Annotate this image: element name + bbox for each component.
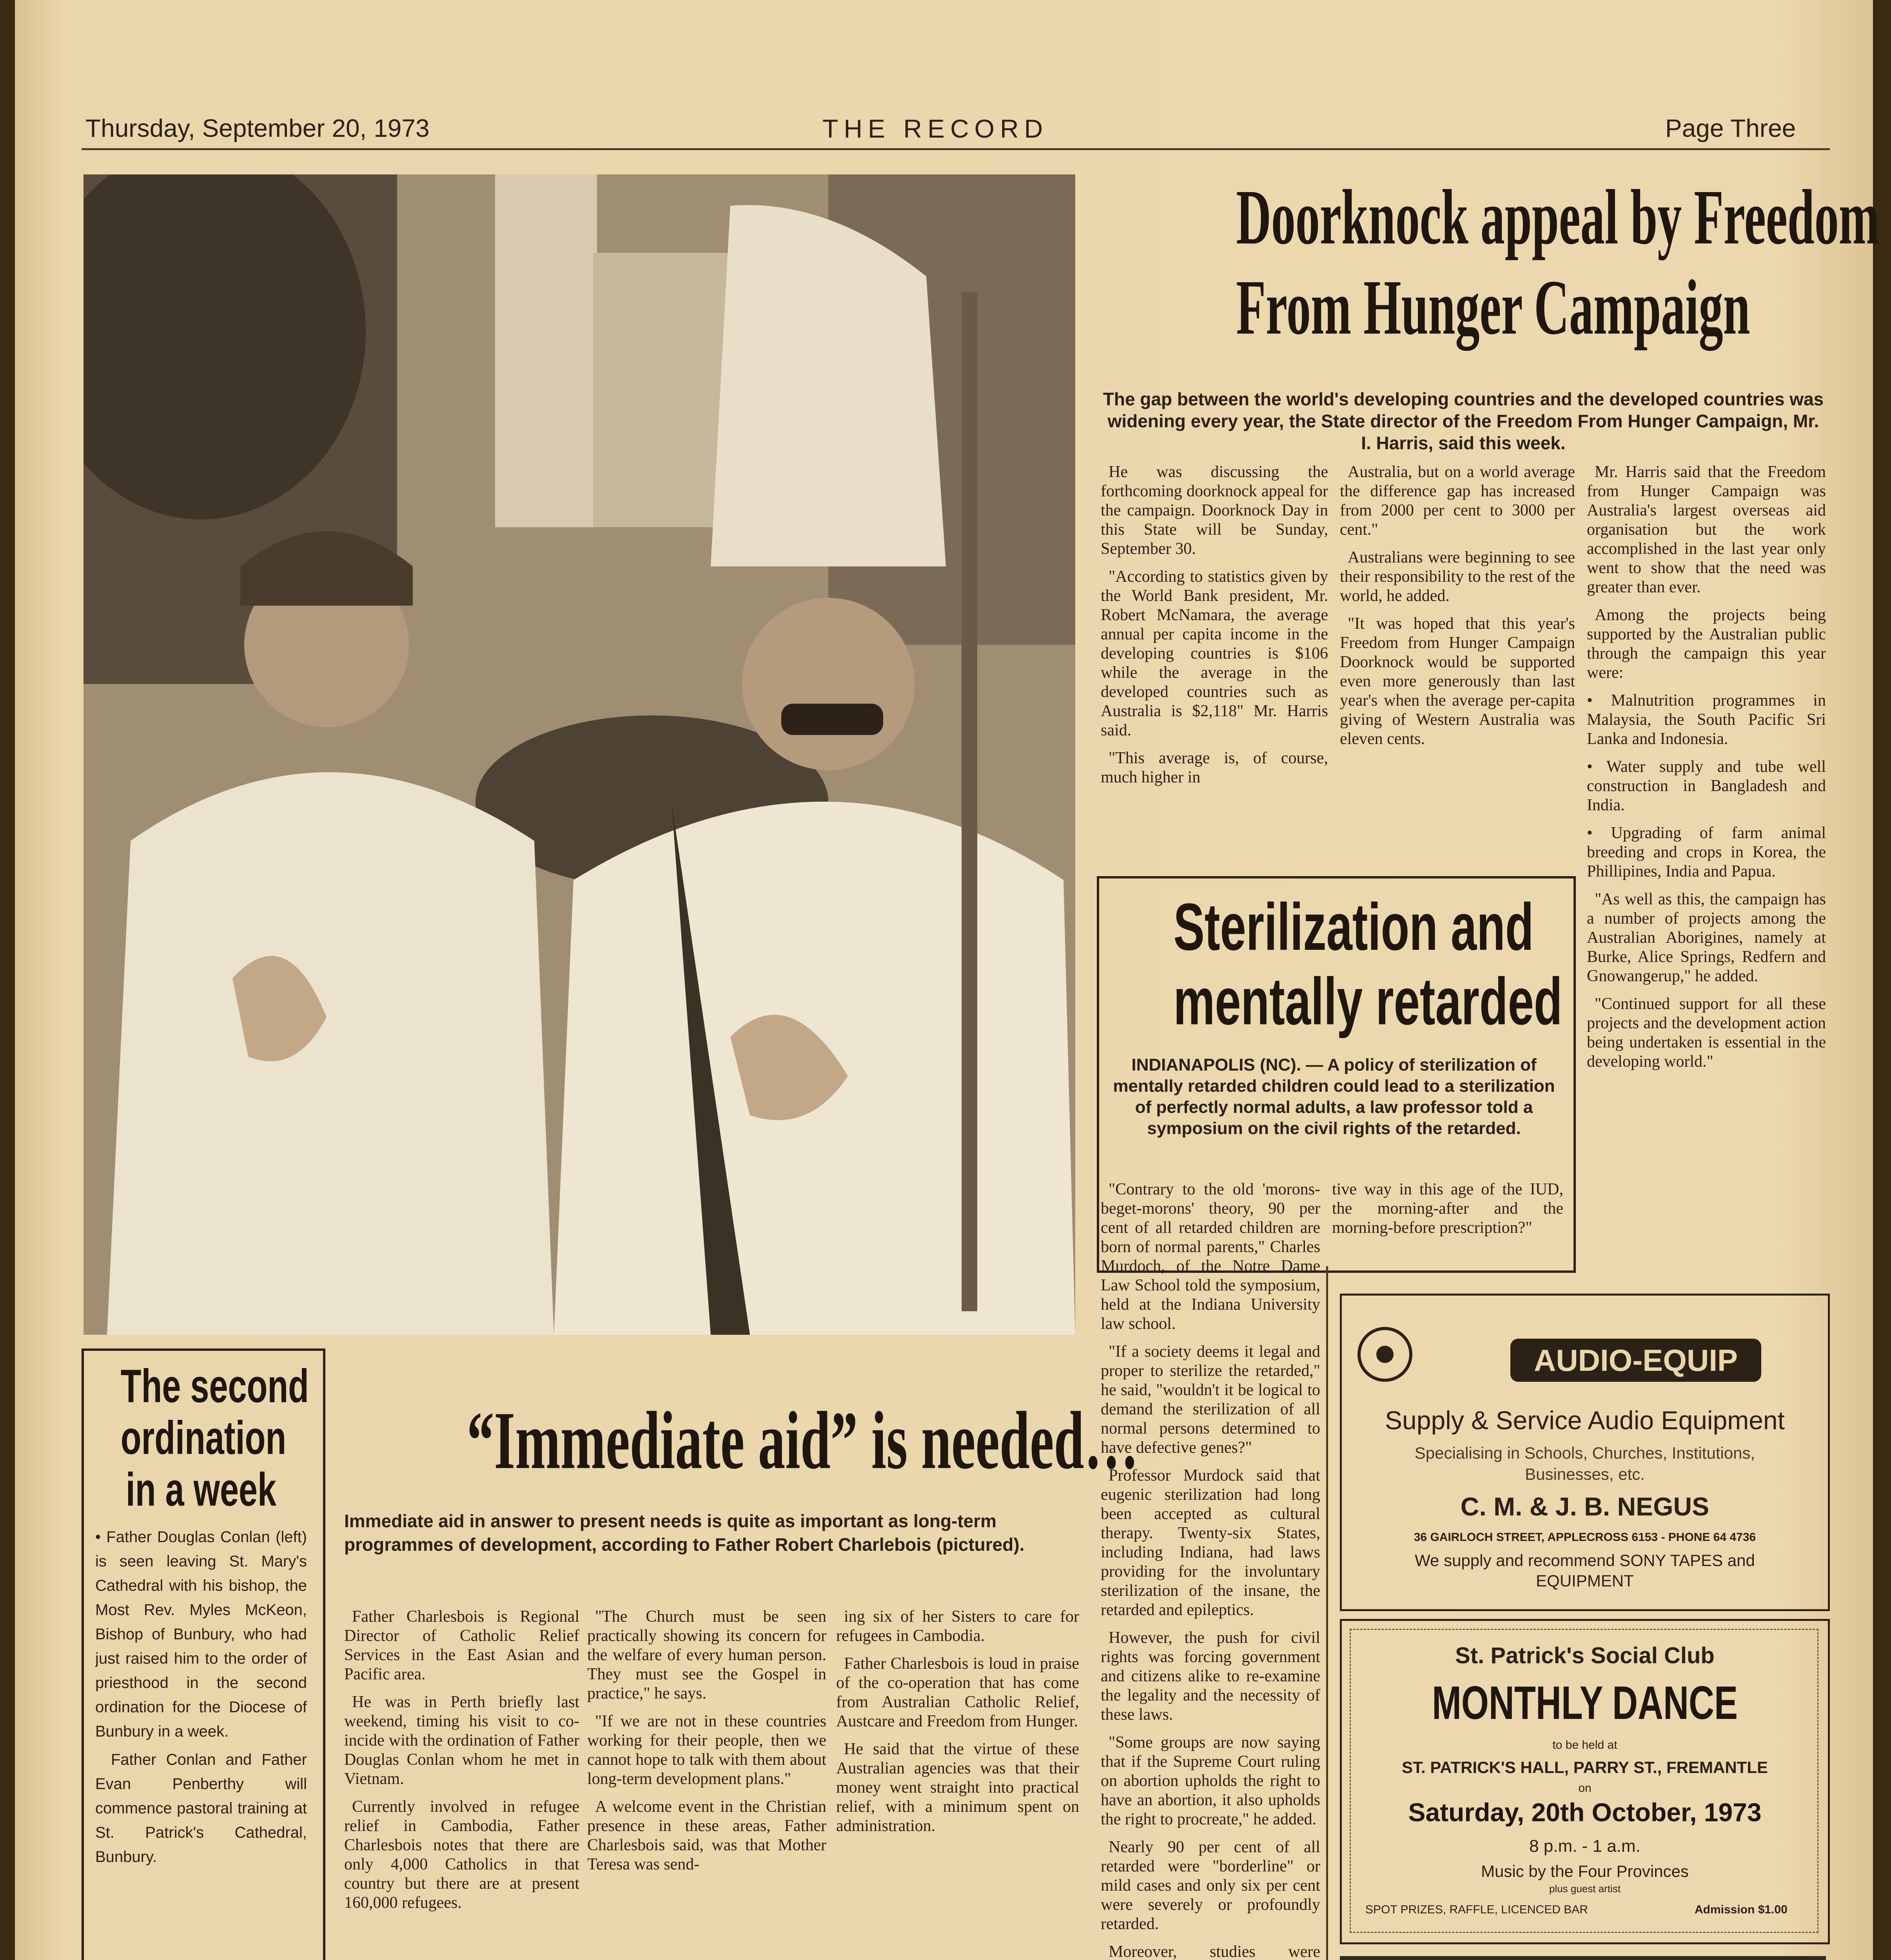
doorknock-headline-line1: Doorknock appeal by Freedom: [1236, 174, 1880, 261]
dance-time: 8 p.m. - 1 a.m.: [1529, 1837, 1641, 1856]
dance-venue: ST. PATRICK'S HALL, PARRY ST., FREMANTLE: [1401, 1758, 1768, 1777]
bullet-item: • Malnutrition programmes in Malaysia, the South Pacific Sri Lanka and Indonesia.: [1587, 691, 1826, 748]
doorknock-headline: [1097, 172, 1880, 353]
paragraph: Australians were beginning to see their responsibility to the rest of the world, he added.: [1340, 548, 1575, 605]
paragraph: "As well as this, the campaign has a number of projects among the Australian Aborigines, namely at Burke, Alice Springs, Redfern and Gnowangerup," he added.: [1587, 890, 1826, 985]
paragraph: "Continued support for all these projects and the development action being undertaken is essential in the developing world.": [1587, 995, 1826, 1071]
sterilization-col-a: [1101, 1180, 1320, 1960]
sterilization-intro: INDIANAPOLIS (NC). — A policy of sterilization of mentally retarded children could lead to a sterilization of perfectly normal adults, a law professor told a symposium on the civil rights of the retarded.: [1113, 1055, 1555, 1138]
paragraph: ing six of her Sisters to care for refugees in Cambodia.: [836, 1608, 1079, 1645]
doorknock-intro: The gap between the world's developing countries and the developed countries was widening every year, the State director of the Freedom From Hunger Campaign, Mr. I. Harris, said this week.: [1103, 389, 1824, 453]
bullet-item: • Upgrading of farm animal breeding and crops in Korea, the Phillipines, India and Papua.: [1587, 824, 1826, 880]
audio-specialising: Specialising in Schools, Churches, Institutions, Businesses, etc.: [1414, 1444, 1755, 1483]
masthead: THE RECORD: [822, 114, 1049, 143]
paragraph: "This average is, of course, much higher in: [1101, 749, 1328, 786]
immediate-headline: “Immediate aid” is needed…: [467, 1395, 1139, 1486]
audio-name: C. M. & J. B. NEGUS: [1460, 1492, 1710, 1521]
dance-music: Music by the Four Provinces: [1481, 1862, 1689, 1880]
paragraph: Currently involved in refugee relief in Cambodia, Father Charlesbois notes that there are only 4,000 Catholics in that country but there are at present 160,000 refugees.: [344, 1798, 579, 1912]
paragraph: However, the push for civil rights was forcing government and citizens alike to re-examine the legality and the necessity of these laws.: [1101, 1629, 1320, 1724]
dance-ad: [1340, 1619, 1830, 1944]
immediate-col-2: [587, 1607, 826, 1960]
sterilization-headline-line2: mentally retarded: [1173, 964, 1563, 1039]
audio-equip-logo: AUDIO-EQUIP: [1510, 1339, 1761, 1382]
paragraph: "If we are not in these countries working for their people, then we cannot hope to talk with them about long-term development plans.": [587, 1712, 826, 1788]
whittakers-ad: [1340, 1956, 1826, 1960]
sterilization-col-b: [1332, 1180, 1563, 1266]
paragraph: He said that the virtue of these Australian agencies was that their money went straight into practical relief, with a minimum spent on administration.: [836, 1740, 1079, 1835]
sterilization-col-rule: [1326, 1266, 1328, 1960]
immediate-col-1: [344, 1607, 579, 1960]
paragraph: Father Charlesbois is loud in praise of the co-operation that has come from Australian Catholic Relief, Austcare and Freedom from Hunger.: [836, 1655, 1079, 1730]
paragraph: Australia, but on a world average the difference gap has increased from 2000 per cent to 3000 per cent.": [1340, 463, 1575, 539]
paragraph: • Father Douglas Conlan (left) is seen leaving St. Mary's Cathedral with his bishop, the Most Rev. Myles McKeon, Bishop of Bunbury, who had just raised him to the order of priesthood in the second ordination for the Diocese of Bunbury in a week.: [95, 1528, 307, 1740]
bullet-text: Malnutrition programmes in Malaysia, the South Pacific Sri Lanka and Indonesia.: [1587, 691, 1826, 748]
audio-address: 36 GAIRLOCH STREET, APPLECROSS 6153 - PHONE 64 4736: [1414, 1531, 1756, 1544]
dance-admission: Admission $1.00: [1695, 1903, 1788, 1916]
dance-date: Saturday, 20th October, 1973: [1408, 1798, 1762, 1827]
header-date: Thursday, September 20, 1973: [85, 114, 430, 142]
paragraph: He was in Perth briefly last weekend, timing his visit to co-incide with the ordination of Father Douglas Conlan whom he met in Vietnam.: [344, 1693, 579, 1788]
bullet-text: Upgrading of farm animal breeding and crops in Korea, the Phillipines, India and Papua.: [1587, 824, 1826, 880]
ordination-photo: [83, 174, 1075, 1335]
ordination-headline-line: in a week: [125, 1463, 277, 1516]
paragraph: Father Conlan and Father Evan Penberthy will commence pastoral training at St. Patrick's Cathedral, Bunbury.: [95, 1751, 307, 1866]
paragraph: He was discussing the forthcoming doorknock appeal for the campaign. Doorknock Day in this State will be Sunday, September 30.: [1101, 463, 1328, 558]
paragraph: tive way in this age of the IUD, the morning-after and the morning-before prescription?": [1332, 1180, 1563, 1237]
doorknock-headline-line2: From Hunger Campaign: [1236, 264, 1750, 351]
paragraph: A welcome event in the Christian presence in these areas, Father Charlesbois said, was that Mother Teresa was send-: [587, 1798, 826, 1873]
header-rule: [82, 148, 1830, 150]
doorknock-col-2: [1340, 463, 1575, 862]
doorknock-col-3: [1587, 463, 1826, 1294]
page-number: Page Three: [1665, 114, 1796, 142]
sterilization-headline: [1105, 890, 1563, 1039]
ordination-caption: [95, 1525, 307, 1956]
audio-tagline: Supply & Service Audio Equipment: [1385, 1406, 1785, 1435]
paragraph: Nearly 90 per cent of all retarded were "borderline" or mild cases and only six per cent were severely or profoundly retarded.: [1101, 1838, 1320, 1933]
dance-club: St. Patrick's Social Club: [1455, 1643, 1715, 1668]
dance-held: to be held at: [1552, 1739, 1617, 1751]
paragraph: "If a society deems it legal and proper to sterilize the retarded," he said, "wouldn't it be logical to demand the sterilization of all normal persons determined to have defective genes?": [1101, 1343, 1320, 1457]
newspaper-page: [15, 0, 1880, 1960]
dance-guest: plus guest artist: [1549, 1883, 1621, 1895]
audio-supply: We supply and recommend SONY TAPES and EQUIPMENT: [1415, 1551, 1755, 1590]
sterilization-headline-line1: Sterilization and: [1173, 890, 1534, 964]
paragraph: "Some groups are now saying that if the Supreme Court ruling on abortion upholds the right to have an abortion, it also upholds the right to procreate," he added.: [1101, 1733, 1320, 1828]
paragraph: Moreover, studies were: [1109, 1943, 1320, 1960]
dance-extras: SPOT PRIZES, RAFFLE, LICENCED BAR: [1365, 1903, 1588, 1916]
paragraph: "According to statistics given by the World Bank president, Mr. Robert McNamara, the average annual per capita income in the developing countries is $106 while the average in the developed countries such as Australia is $2,118" Mr. Harris said.: [1101, 568, 1328, 739]
ordination-headline-line: ordination: [120, 1412, 287, 1464]
ordination-headline-line: The second: [120, 1360, 309, 1412]
ordination-headline: [89, 1360, 313, 1515]
bullet-item: • Water supply and tube well construction in Bangladesh and India.: [1587, 758, 1826, 814]
paragraph: Father Charlesbois is Regional Director of Catholic Relief Services in the East Asian and Pacific area.: [344, 1608, 579, 1683]
immediate-col-3: [836, 1607, 1079, 1960]
doorknock-col-1: [1101, 463, 1328, 862]
paragraph: "Contrary to the old 'morons-beget-morons' theory, 90 per cent of all retarded children are born of normal parents," Charles Murdoch, of the Notre Dame Law School told the symposium, held at the Indiana University law school.: [1101, 1180, 1320, 1333]
paragraph: "It was hoped that this year's Freedom from Hunger Campaign Doorknock would be supported even more generously than last year's when the average per-capita giving of Western Australia was eleven cents.: [1340, 615, 1575, 748]
immediate-intro: Immediate aid in answer to present needs is quite as important as long-term programmes of development, according to Father Robert Charlebois (pictured).: [344, 1511, 1025, 1555]
bullet-text: Water supply and tube well construction in Bangladesh and India.: [1587, 758, 1826, 814]
audio-equip-ad: [1340, 1294, 1830, 1611]
paragraph: Mr. Harris said that the Freedom from Hunger Campaign was Australia's largest overseas aid organisation but the work accomplished in the last year only went to show that the need was greater than ever.: [1587, 463, 1826, 596]
paragraph: Professor Murdock said that eugenic sterilization had long been accepted as cultural therapy. Twenty-six States, including Indiana, had laws providing for the involuntary sterilization of the insane, the retarded and epileptics.: [1101, 1466, 1320, 1619]
dance-title: MONTHLY DANCE: [1432, 1677, 1738, 1729]
paragraph: "The Church must be seen practically showing its concern for the welfare of every human person. They must see the Gospel in practice," he says.: [587, 1608, 826, 1702]
photo-illustration: [83, 174, 1075, 1335]
paragraph: Among the projects being supported by the Australian public through the campaign this year were:: [1587, 606, 1826, 682]
dance-on: on: [1578, 1782, 1592, 1795]
audio-disc-icon: [1357, 1327, 1412, 1382]
